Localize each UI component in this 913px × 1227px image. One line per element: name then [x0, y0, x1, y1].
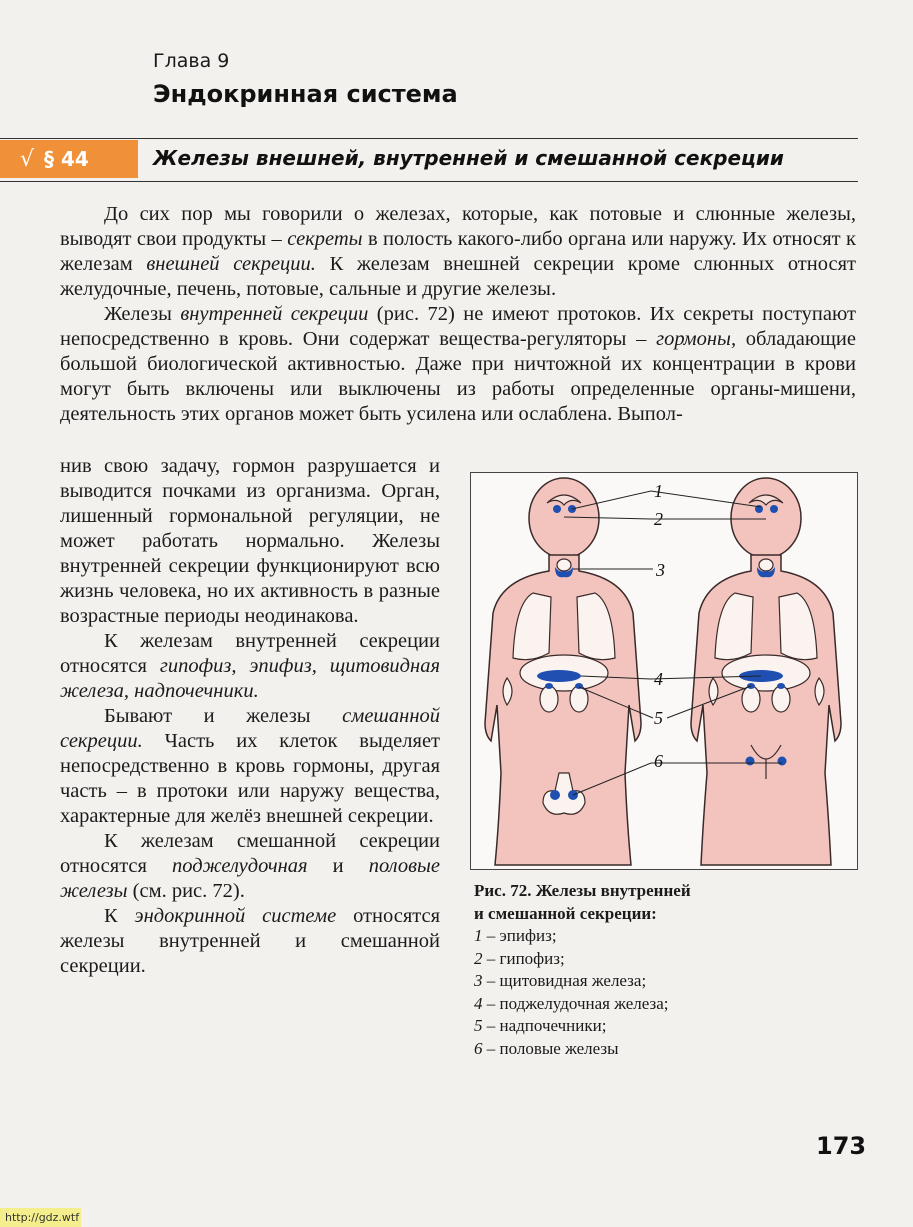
- page-number: 173: [816, 1132, 867, 1160]
- chapter-label: Глава 9: [153, 50, 230, 72]
- paragraph-4: Бывают и железы смешанной секреции. Часть их клеток выделяет непосредственно в кровь гормоны, другая часть – в протоки или наружу вещества, характерные для желёз внешней секреции.: [60, 705, 440, 827]
- caption-title-line-1: Рис. 72. Железы внутренней: [474, 881, 691, 900]
- figure-label-3: 3: [656, 560, 665, 580]
- figure-label-1: 1: [654, 481, 663, 501]
- figure-label-4: 4: [654, 669, 663, 689]
- figure-72: [470, 472, 858, 870]
- caption-item: 3 – щитовидная железа;: [474, 971, 647, 990]
- figure-label-2: 2: [654, 509, 663, 529]
- figure-labels: [654, 481, 665, 771]
- paragraph-2-continued: нив свою задачу, гормон разрушается и выводится почками из организма. Орган, лишенный гормональной регуляции, не может работать нормально. Железы внутренней секреции функционируют всю жизнь человека, но их активность в разные возрастные периоды неодинакова.: [60, 455, 440, 627]
- paragraph-2: Железы внутренней секреции (рис. 72) не имеют протоков. Их секреты поступают непосредственно в кровь. Они содержат вещества-регуляторы – гормоны, обладающие большой биологической активностью. Даже при ничтожной их концентрации в крови могут быть включены или выключены из работы определенные органы-мишени, деятельность этих органов может быть усилена или ослаблена. Выпол-: [60, 303, 856, 425]
- section-number: § 44: [44, 147, 89, 171]
- body-text-top: [60, 202, 856, 427]
- chapter-title: Эндокринная система: [153, 80, 458, 108]
- figure-label-6: 6: [654, 751, 663, 771]
- check-icon: √: [20, 146, 35, 172]
- paragraph-3: К железам внутренней секреции относятся гипофиз, эпифиз, щитовидная железа, надпочечники.: [60, 630, 440, 702]
- site-watermark: http://gdz.wtf: [0, 1208, 81, 1227]
- caption-item: 1 – эпифиз;: [474, 926, 557, 945]
- caption-item: 2 – гипофиз;: [474, 948, 565, 968]
- body-text-column: [60, 454, 440, 979]
- caption-item: 5 – надпочечники;: [474, 1016, 607, 1035]
- paragraph-1: До сих пор мы говорили о железах, которые, как потовые и слюнные железы, выводят свои продукты – секреты в полость какого-либо органа или наружу. Их относят к железам внешней секреции. К железам внешней секреции кроме слюнных относят желудочные, печень, потовые, сальные и другие железы.: [60, 203, 857, 300]
- figure-caption: [474, 880, 854, 1060]
- section-title: Железы внешней, внутренней и смешанной секреции: [153, 146, 784, 170]
- caption-item: 6 – половые железы: [474, 1038, 619, 1058]
- caption-title-line-2: и смешанной секреции:: [474, 903, 657, 923]
- figure-label-5: 5: [654, 708, 663, 728]
- paragraph-5: К железам смешанной секреции относятся поджелудочная и половые железы (см. рис. 72).: [60, 830, 440, 902]
- section-tab: [0, 140, 138, 178]
- paragraph-6: К эндокринной системе относятся железы внутренней и смешанной секреции.: [60, 905, 441, 977]
- endocrine-glands-diagram: [471, 473, 857, 869]
- caption-item: 4 – поджелудочная железа;: [474, 993, 669, 1013]
